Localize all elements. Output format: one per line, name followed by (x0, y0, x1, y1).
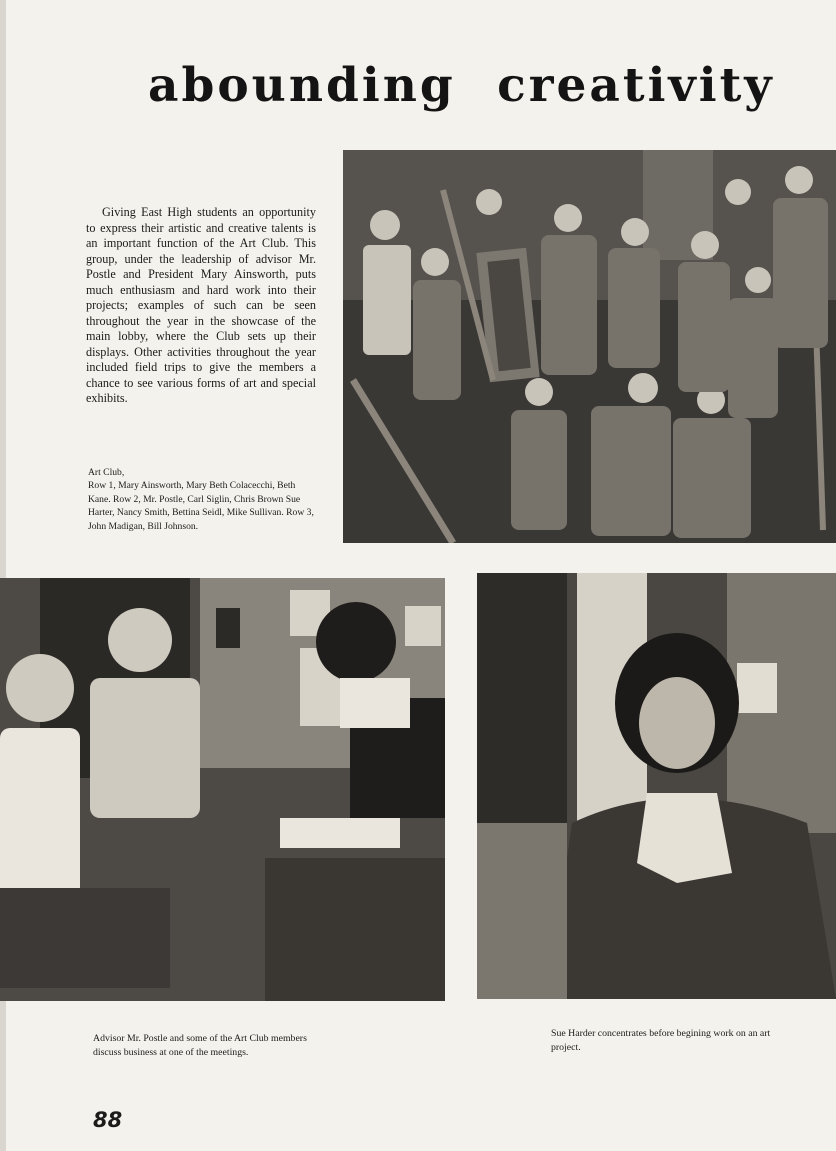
roster-names: Row 1, Mary Ainsworth, Mary Beth Colacecchi, Beth Kane. Row 2, Mr. Postle, Carl Siglin, Chris Brown Sue Harter, Nancy Smith, Bettina Seidl, Mike Sullivan. Row 3, John Madigan, Bill Johnson. (88, 480, 314, 532)
advisor-photo-caption: Advisor Mr. Postle and some of the Art Club members discuss business at one of the meetings. (93, 1033, 307, 1058)
page-title: abounding creativity (148, 58, 775, 113)
roster-caption (88, 466, 318, 533)
group-photo (343, 150, 836, 543)
intro-paragraph: Giving East High students an opportunity to express their artistic and creative talents is an important function of the Art Club. This group, under the leadership of advisor Mr. Postle and President Mary Ainsworth, puts much enthusiasm and hard work into their projects; examples of such can be seen throughout the year in the showcase of the main lobby, where the Club sets up their displays. Other activities throughout the year included field trips to give the members a chance to see various forms of art and special exhibits. (86, 205, 316, 405)
advisor-meeting-photo (0, 578, 445, 1001)
sue-harder-photo (477, 573, 836, 999)
page-number: 88 (93, 1108, 123, 1132)
roster-heading: Art Club, (88, 467, 125, 478)
sue-harder-photo-caption: Sue Harder concentrates before begining work on an art project. (551, 1028, 771, 1053)
